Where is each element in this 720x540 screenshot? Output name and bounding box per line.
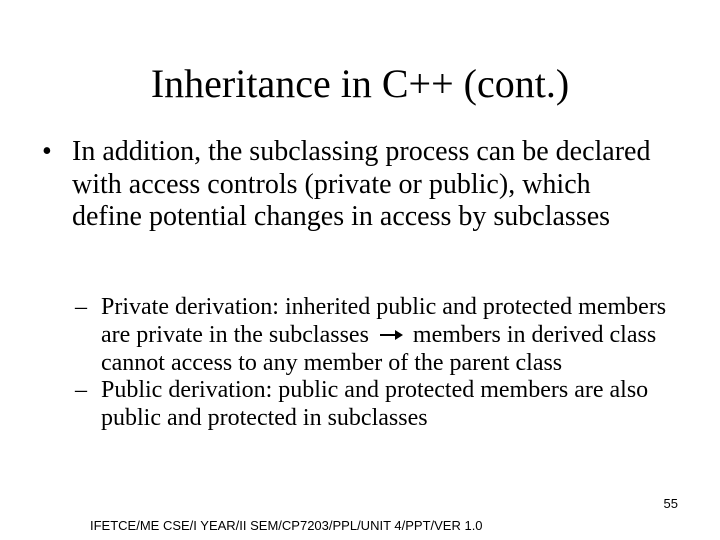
dash-marker: – xyxy=(75,294,87,320)
slide-title: Inheritance in C++ (cont.) xyxy=(150,61,570,106)
sub-bullet-public-derivation xyxy=(75,377,685,433)
private-derivation-text-part2: members in derived class cannot access to any member of the parent class xyxy=(101,321,657,376)
public-derivation-text: Public derivation: public and protected members are also public and protected in subclasses xyxy=(101,377,649,432)
main-bullet-text: In addition, the subclassing process can be declared with access controls (private or public), which define potential changes in access by subclasses xyxy=(72,136,651,232)
right-arrow-icon xyxy=(375,328,405,342)
sub-bullet-private-derivation xyxy=(75,294,685,377)
dash-marker: – xyxy=(75,377,87,404)
bullet-marker: • xyxy=(42,136,52,167)
slide-number: 55 xyxy=(663,496,678,511)
sub-bullet-list xyxy=(75,294,685,433)
private-derivation-text-part1: Private derivation: inherited public and protected members are private in the subclasses xyxy=(101,294,667,348)
main-bullet xyxy=(42,136,662,234)
footer-text: IFETCE/ME CSE/I YEAR/II SEM/CP7203/PPL/UNIT 4/PPT/VER 1.0 xyxy=(90,518,483,533)
